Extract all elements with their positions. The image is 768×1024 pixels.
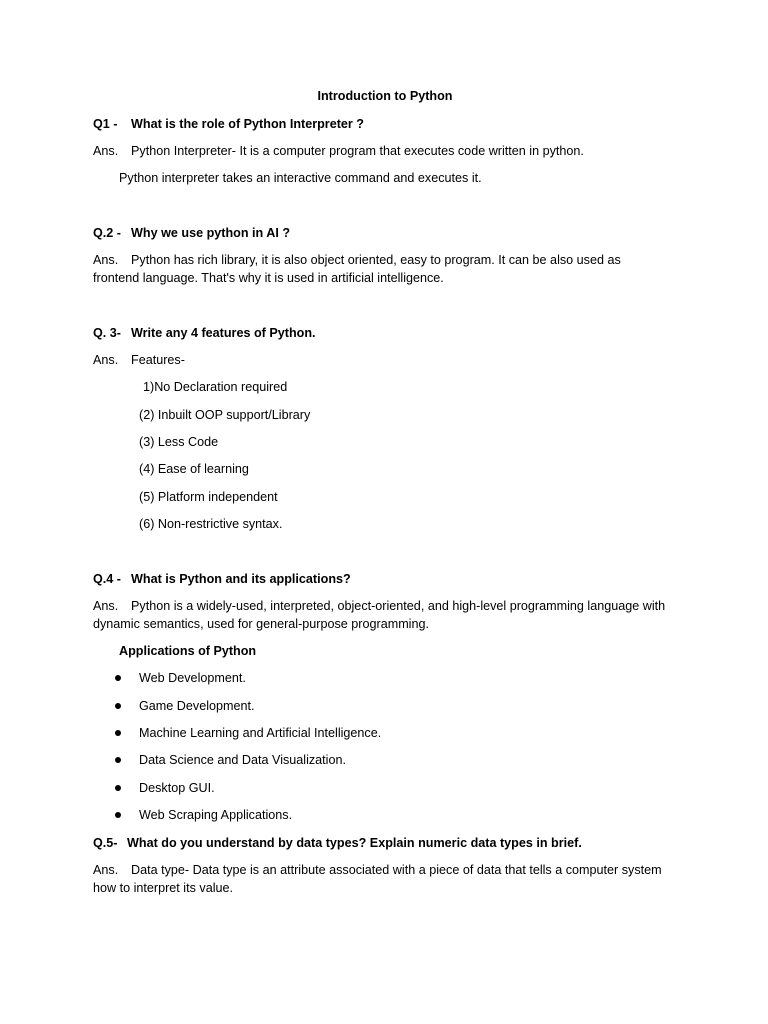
question-1: [93, 115, 364, 133]
answer-4-label: Ans.: [93, 599, 119, 613]
question-5: [93, 834, 582, 852]
answer-4-text: Python is a widely-used, interpreted, object-oriented, and high-level programming language with dynamic semantics, used for general-purpose programming.: [93, 599, 666, 631]
answer-2-label: Ans.: [93, 253, 119, 267]
page-title: Introduction to Python: [317, 89, 453, 103]
question-2: [93, 224, 290, 242]
answer-3-text: Features-: [131, 353, 185, 367]
application-item: Machine Learning and Artificial Intelligence.: [139, 726, 382, 740]
answer-4: [93, 597, 668, 633]
feature-item: (2) Inbuilt OOP support/Library: [139, 408, 311, 422]
feature-item: (6) Non-restrictive syntax.: [139, 517, 283, 531]
applications-heading: Applications of Python: [119, 644, 257, 658]
question-2-text: Why we use python in AI ?: [131, 226, 291, 240]
answer-5-text: Data type- Data type is an attribute associated with a piece of data that tells a computer system how to interpret its value.: [93, 863, 662, 895]
answer-1-line-2: Python interpreter takes an interactive command and executes it.: [119, 171, 482, 185]
answer-2-text: Python has rich library, it is also object oriented, easy to program. It can be also used as frontend language. That's why it is used in artificial intelligence.: [93, 253, 621, 285]
question-3-label: Q. 3-: [93, 326, 121, 340]
bullet-icon: [115, 703, 121, 709]
answer-1-text: Python Interpreter- It is a computer program that executes code written in python.: [131, 144, 584, 158]
bullet-icon: [115, 730, 121, 736]
question-3: [93, 324, 316, 342]
bullet-icon: [115, 675, 121, 681]
answer-3-label: Ans.: [93, 353, 119, 367]
feature-item: (4) Ease of learning: [139, 462, 249, 476]
question-4: [93, 570, 351, 588]
answer-1-label: Ans.: [93, 144, 119, 158]
feature-item: (5) Platform independent: [139, 490, 278, 504]
answer-5-label: Ans.: [93, 863, 119, 877]
question-5-text: What do you understand by data types? Explain numeric data types in brief.: [127, 836, 582, 850]
question-4-label: Q.4 -: [93, 572, 121, 586]
bullet-icon: [115, 812, 121, 818]
bullet-icon: [115, 757, 121, 763]
feature-item: 1)No Declaration required: [143, 380, 288, 394]
question-1-label: Q1 -: [93, 117, 118, 131]
application-item: Desktop GUI.: [139, 781, 215, 795]
answer-1: [93, 142, 584, 160]
question-1-text: What is the role of Python Interpreter ?: [131, 117, 365, 131]
answer-5: [93, 861, 668, 897]
question-2-label: Q.2 -: [93, 226, 121, 240]
question-5-label: Q.5-: [93, 836, 118, 850]
question-4-text: What is Python and its applications?: [131, 572, 351, 586]
question-3-text: Write any 4 features of Python.: [131, 326, 316, 340]
answer-2: [93, 251, 668, 287]
application-item: Web Development.: [139, 671, 246, 685]
application-item: Data Science and Data Visualization.: [139, 753, 346, 767]
answer-3: [93, 351, 185, 369]
bullet-icon: [115, 785, 121, 791]
feature-item: (3) Less Code: [139, 435, 219, 449]
application-item: Game Development.: [139, 699, 255, 713]
application-item: Web Scraping Applications.: [139, 808, 293, 822]
